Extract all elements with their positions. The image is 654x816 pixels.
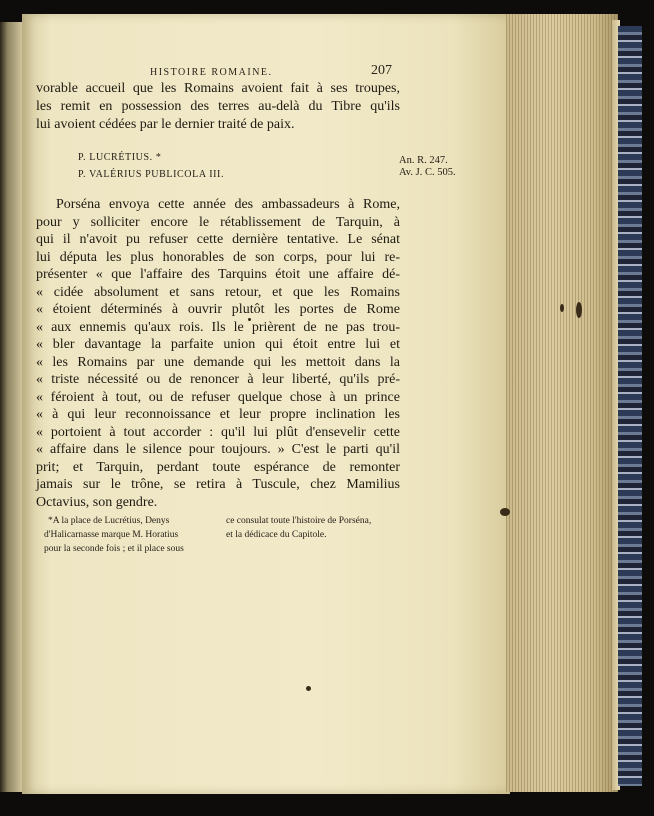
ink-stain <box>306 686 311 691</box>
text-line: Octavius, son gendre. <box>36 494 158 510</box>
text-line: lui avoient cédées par le dernier traité de paix. <box>36 117 295 132</box>
ink-stain <box>500 508 510 516</box>
text-line: « aux ennemis qu'aux rois. Ils le prièrent de ne pas trou- <box>36 319 400 335</box>
text-line: « triste nécessité ou de renoncer à leur liberté, qu'ils pré- <box>36 372 400 387</box>
text-line: « les Romains par une demande qui les mettoit dans la <box>36 354 400 370</box>
text-line: les remit en possession des terres au-delà du Tibre qu'ils <box>36 99 400 114</box>
margin-date-note: An. R. 247. <box>399 155 448 166</box>
text-line: vorable accueil que les Romains avoient fait à ses troupes, <box>36 81 400 96</box>
ink-stain <box>560 304 564 312</box>
text-line: « à qui leur reconnoissance et leur propre inclination les <box>36 407 400 422</box>
text-line: prit; et Tarquin, perdant toute espérance de remonter <box>36 459 400 475</box>
text-line: qui il n'avoit pu refuser cette dernière tentative. Le sénat <box>36 232 400 247</box>
footnote-line: ce consulat toute l'histoire de Porséna, <box>226 516 372 526</box>
footnote-line: et la dédicace du Capitole. <box>226 530 327 540</box>
text-line: « féroient à tout, ou de refuser quelque chose à un prince <box>36 389 400 405</box>
running-head: HISTOIRE ROMAINE. <box>150 67 273 78</box>
footnote-line: *A la place de Lucrétius, Denys <box>48 516 170 526</box>
footnote-line: d'Halicarnasse marque M. Horatius <box>44 530 179 540</box>
page-number: 207 <box>371 63 392 78</box>
previous-page-edge <box>0 22 22 792</box>
text-line: « cidée absolument et sans retour, et que les Romains <box>36 284 400 300</box>
text-line: jamais sur le trône, se retira à Tuscule, chez Mamilius <box>36 477 400 492</box>
text-line: « portoient à tout accorder : qu'il lui plût d'ensevelir cette <box>36 424 400 440</box>
text-line: « étoient déterminés à ouvrir plutôt les portes de Rome <box>36 302 400 317</box>
text-line: pour y solliciter encore le rétablissement de Tarquin, à <box>36 214 400 230</box>
marbled-cover-edge <box>618 26 642 786</box>
text-line: « bler davantage la parfaite union qui étoit entre lui et <box>36 337 400 352</box>
text-line: Porséna envoya cette année des ambassadeurs à Rome, <box>56 197 400 212</box>
text-line: « affaire dans le silence pour toujours. » C'est le parti qu'il <box>36 442 400 457</box>
footnote-line: pour la seconde fois ; et il place sous <box>44 544 184 554</box>
page-stack-edge <box>506 14 618 792</box>
consul-line: P. LUCRÉTIUS. * <box>78 152 162 163</box>
text-line: présenter « que l'affaire des Tarquins étoit une affaire dé- <box>36 267 400 282</box>
text-line: lui députa les plus honorables de son corps, pour lui re- <box>36 249 400 265</box>
consul-line: P. VALÉRIUS PUBLICOLA III. <box>78 169 225 180</box>
ink-stain <box>576 302 582 318</box>
margin-date-note: Av. J. C. 505. <box>399 167 456 178</box>
